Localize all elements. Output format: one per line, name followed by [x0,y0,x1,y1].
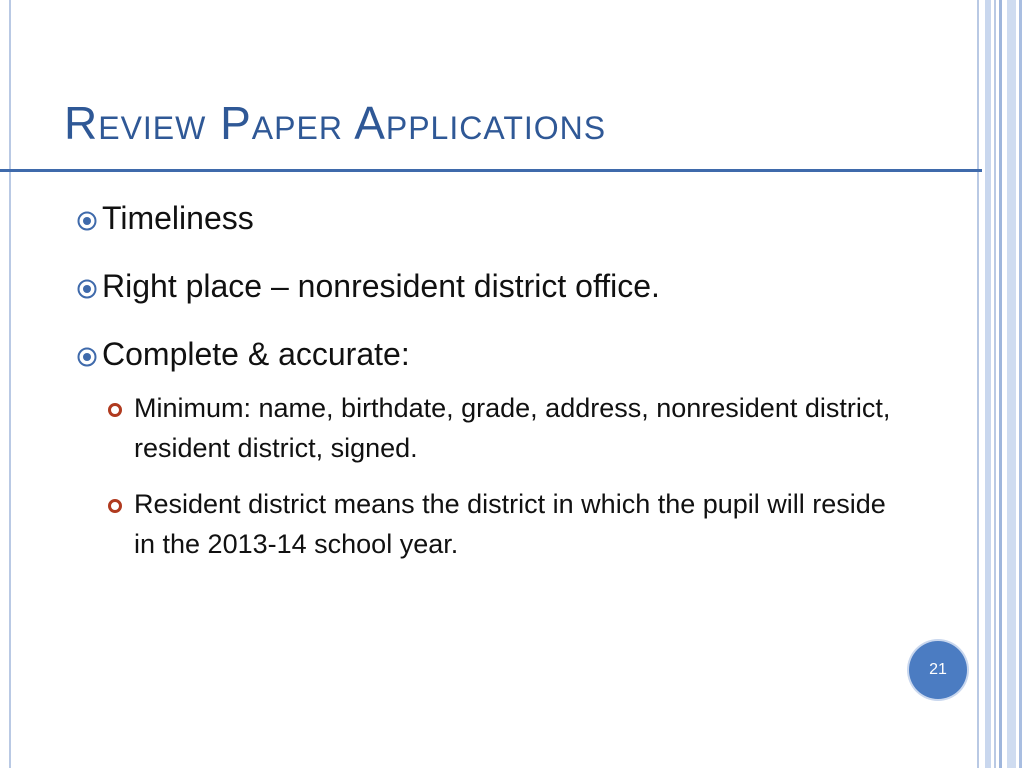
slide-content [76,198,956,580]
sub-bullet-item [106,388,894,468]
circled-dot-icon [76,278,98,300]
ring-bullet-icon [106,401,124,419]
stripe [1007,0,1016,768]
title-underline [0,169,982,172]
bullet-item [76,334,956,374]
bullet-text: Timeliness [102,200,254,236]
right-decorative-stripes [977,0,1024,768]
left-border-line [9,0,11,768]
sub-bullet-item [106,484,894,564]
stripe [999,0,1002,768]
bullet-item [76,266,956,306]
stripe [994,0,996,768]
circled-dot-icon [76,346,98,368]
stripe [985,0,991,768]
bullet-item [76,198,956,238]
bullet-text: Complete & accurate: [102,336,410,372]
stripe [977,0,979,768]
page-number-badge: 21 [909,641,967,699]
stripe [1019,0,1022,768]
sub-bullet-text: Minimum: name, birthdate, grade, address, nonresident district, resident district, signed. [134,393,891,463]
circled-dot-icon [76,210,98,232]
slide-title: Review Paper Applications [64,97,607,149]
ring-bullet-icon [106,497,124,515]
bullet-text: Right place – nonresident district office. [102,268,660,304]
sub-bullet-text: Resident district means the district in which the pupil will reside in the 2013-14 school year. [134,489,886,559]
